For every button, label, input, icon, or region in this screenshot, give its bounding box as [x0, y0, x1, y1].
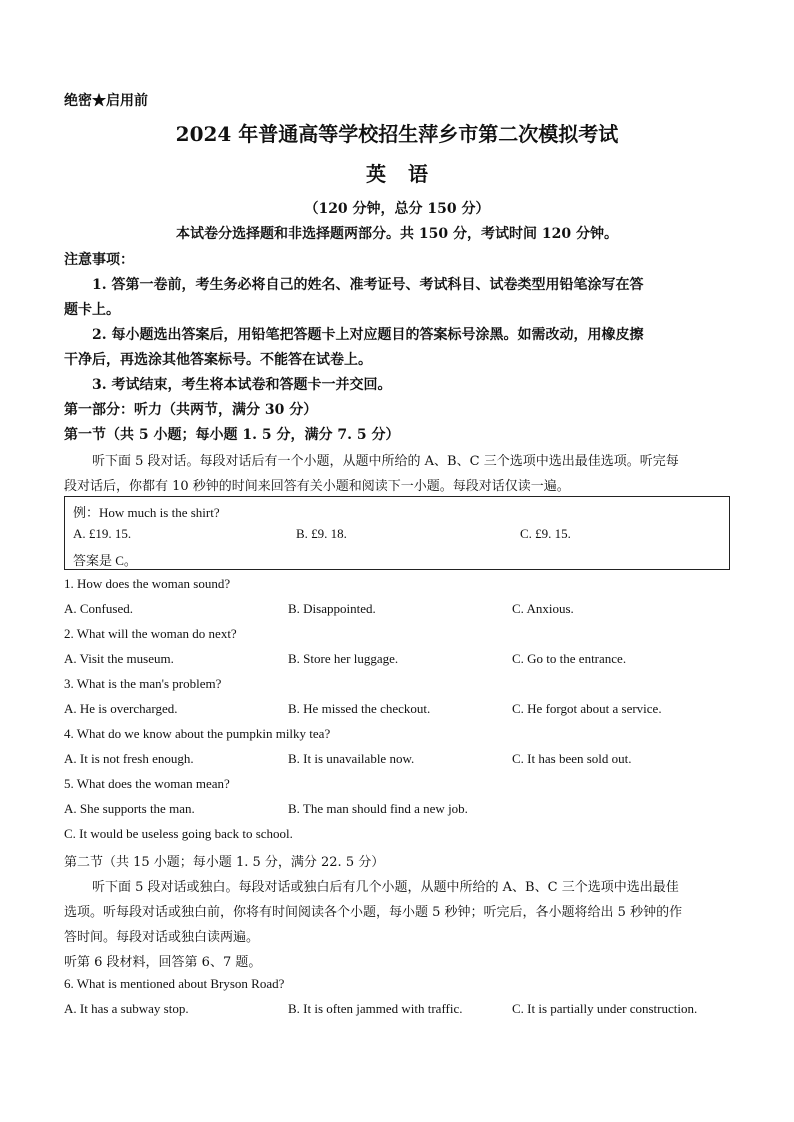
- question-6-option-a: A. It has a subway stop.: [64, 1001, 189, 1016]
- question-5: 5. What does the woman mean?: [64, 776, 230, 791]
- material-6-label: 听第 6 段材料，回答第 6、7 题。: [64, 955, 262, 970]
- example-question: 例：How much is the shirt?: [73, 505, 220, 520]
- question-2-option-c: C. Go to the entrance.: [512, 651, 627, 666]
- example-option-a: A. £19. 15.: [73, 526, 132, 541]
- question-6-option-c: C. It is partially under construction.: [512, 1001, 698, 1016]
- note-2-line-2: 干净后，再选涂其他答案标号。不能答在试卷上。: [64, 352, 372, 368]
- question-1: 1. How does the woman sound?: [64, 576, 231, 591]
- question-4: 4. What do we know about the pumpkin milky tea?: [64, 726, 331, 741]
- question-2-option-a: A. Visit the museum.: [64, 651, 174, 666]
- question-4-option-c: C. It has been sold out.: [512, 751, 632, 766]
- example-answer: 答案是 C。: [73, 553, 137, 568]
- question-1-option-c: C. Anxious.: [512, 601, 574, 616]
- section1-instruction-line-1: 听下面 5 段对话。每段对话后有一个小题，从题中所给的 A、B、C 三个选项中选出最佳选项。听完每: [92, 454, 679, 469]
- question-4-option-a: A. It is not fresh enough.: [64, 751, 194, 766]
- note-1-line-2: 题卡上。: [64, 302, 120, 318]
- exam-title: 2024 年普通高等学校招生萍乡市第二次模拟考试: [175, 122, 619, 146]
- question-6-option-b: B. It is often jammed with traffic.: [288, 1001, 463, 1016]
- example-option-c: C. £9. 15.: [520, 526, 571, 541]
- question-3: 3. What is the man's problem?: [64, 676, 222, 691]
- question-1-option-b: B. Disappointed.: [288, 601, 376, 616]
- question-3-option-c: C. He forgot about a service.: [512, 701, 662, 716]
- question-2: 2. What will the woman do next?: [64, 626, 237, 641]
- question-5-option-b: B. The man should find a new job.: [288, 801, 468, 816]
- question-5-option-a: A. She supports the man.: [64, 801, 195, 816]
- question-1-option-a: A. Confused.: [64, 601, 133, 616]
- section1-instruction-line-2: 段对话后，你都有 10 秒钟的时间来回答有关小题和阅读下一小题。每段对话仅读一遍。: [64, 479, 570, 494]
- example-box: [64, 496, 730, 570]
- note-2-line-1: 2. 每小题选出答案后，用铅笔把答题卡上对应题目的答案标号涂黑。如需改动，用橡皮擦: [92, 327, 644, 343]
- question-2-option-b: B. Store her luggage.: [288, 651, 399, 666]
- part1-title: 第一部分：听力（共两节，满分 30 分）: [64, 402, 318, 418]
- section2-instruction-line-2: 选项。听每段对话或独白前，你将有时间阅读各个小题，每小题 5 秒钟；听完后，各小题将给出 5 秒钟的作: [64, 905, 683, 920]
- example-option-b: B. £9. 18.: [296, 526, 347, 541]
- exam-instruction: 本试卷分选择题和非选择题两部分。共 150 分，考试时间 120 分钟。: [176, 226, 618, 242]
- note-1-line-1: 1. 答第一卷前，考生务必将自己的姓名、准考证号、考试科目、试卷类型用铅笔涂写在答: [92, 277, 644, 293]
- section2-title: 第二节（共 15 小题；每小题 1. 5 分，满分 22. 5 分）: [64, 855, 385, 870]
- section2-instruction-line-3: 答时间。每段对话或独白读两遍。: [64, 930, 260, 945]
- section2-instruction-line-1: 听下面 5 段对话或独白。每段对话或独白后有几个小题，从题中所给的 A、B、C 三个选项中选出最佳: [92, 880, 679, 895]
- question-4-option-b: B. It is unavailable now.: [288, 751, 415, 766]
- question-3-option-a: A. He is overcharged.: [64, 701, 178, 716]
- question-5-option-c: C. It would be useless going back to school.: [64, 826, 293, 841]
- duration-line: （120 分钟，总分 150 分）: [304, 201, 490, 217]
- confidential-label: 绝密★启用前: [64, 93, 148, 109]
- notes-title: 注意事项：: [64, 252, 134, 268]
- question-3-option-b: B. He missed the checkout.: [288, 701, 431, 716]
- subject-title: 英语: [366, 162, 450, 186]
- note-3: 3. 考试结束，考生将本试卷和答题卡一并交回。: [92, 377, 392, 393]
- question-6: 6. What is mentioned about Bryson Road?: [64, 976, 285, 991]
- section1-title: 第一节（共 5 小题；每小题 1. 5 分，满分 7. 5 分）: [64, 427, 400, 443]
